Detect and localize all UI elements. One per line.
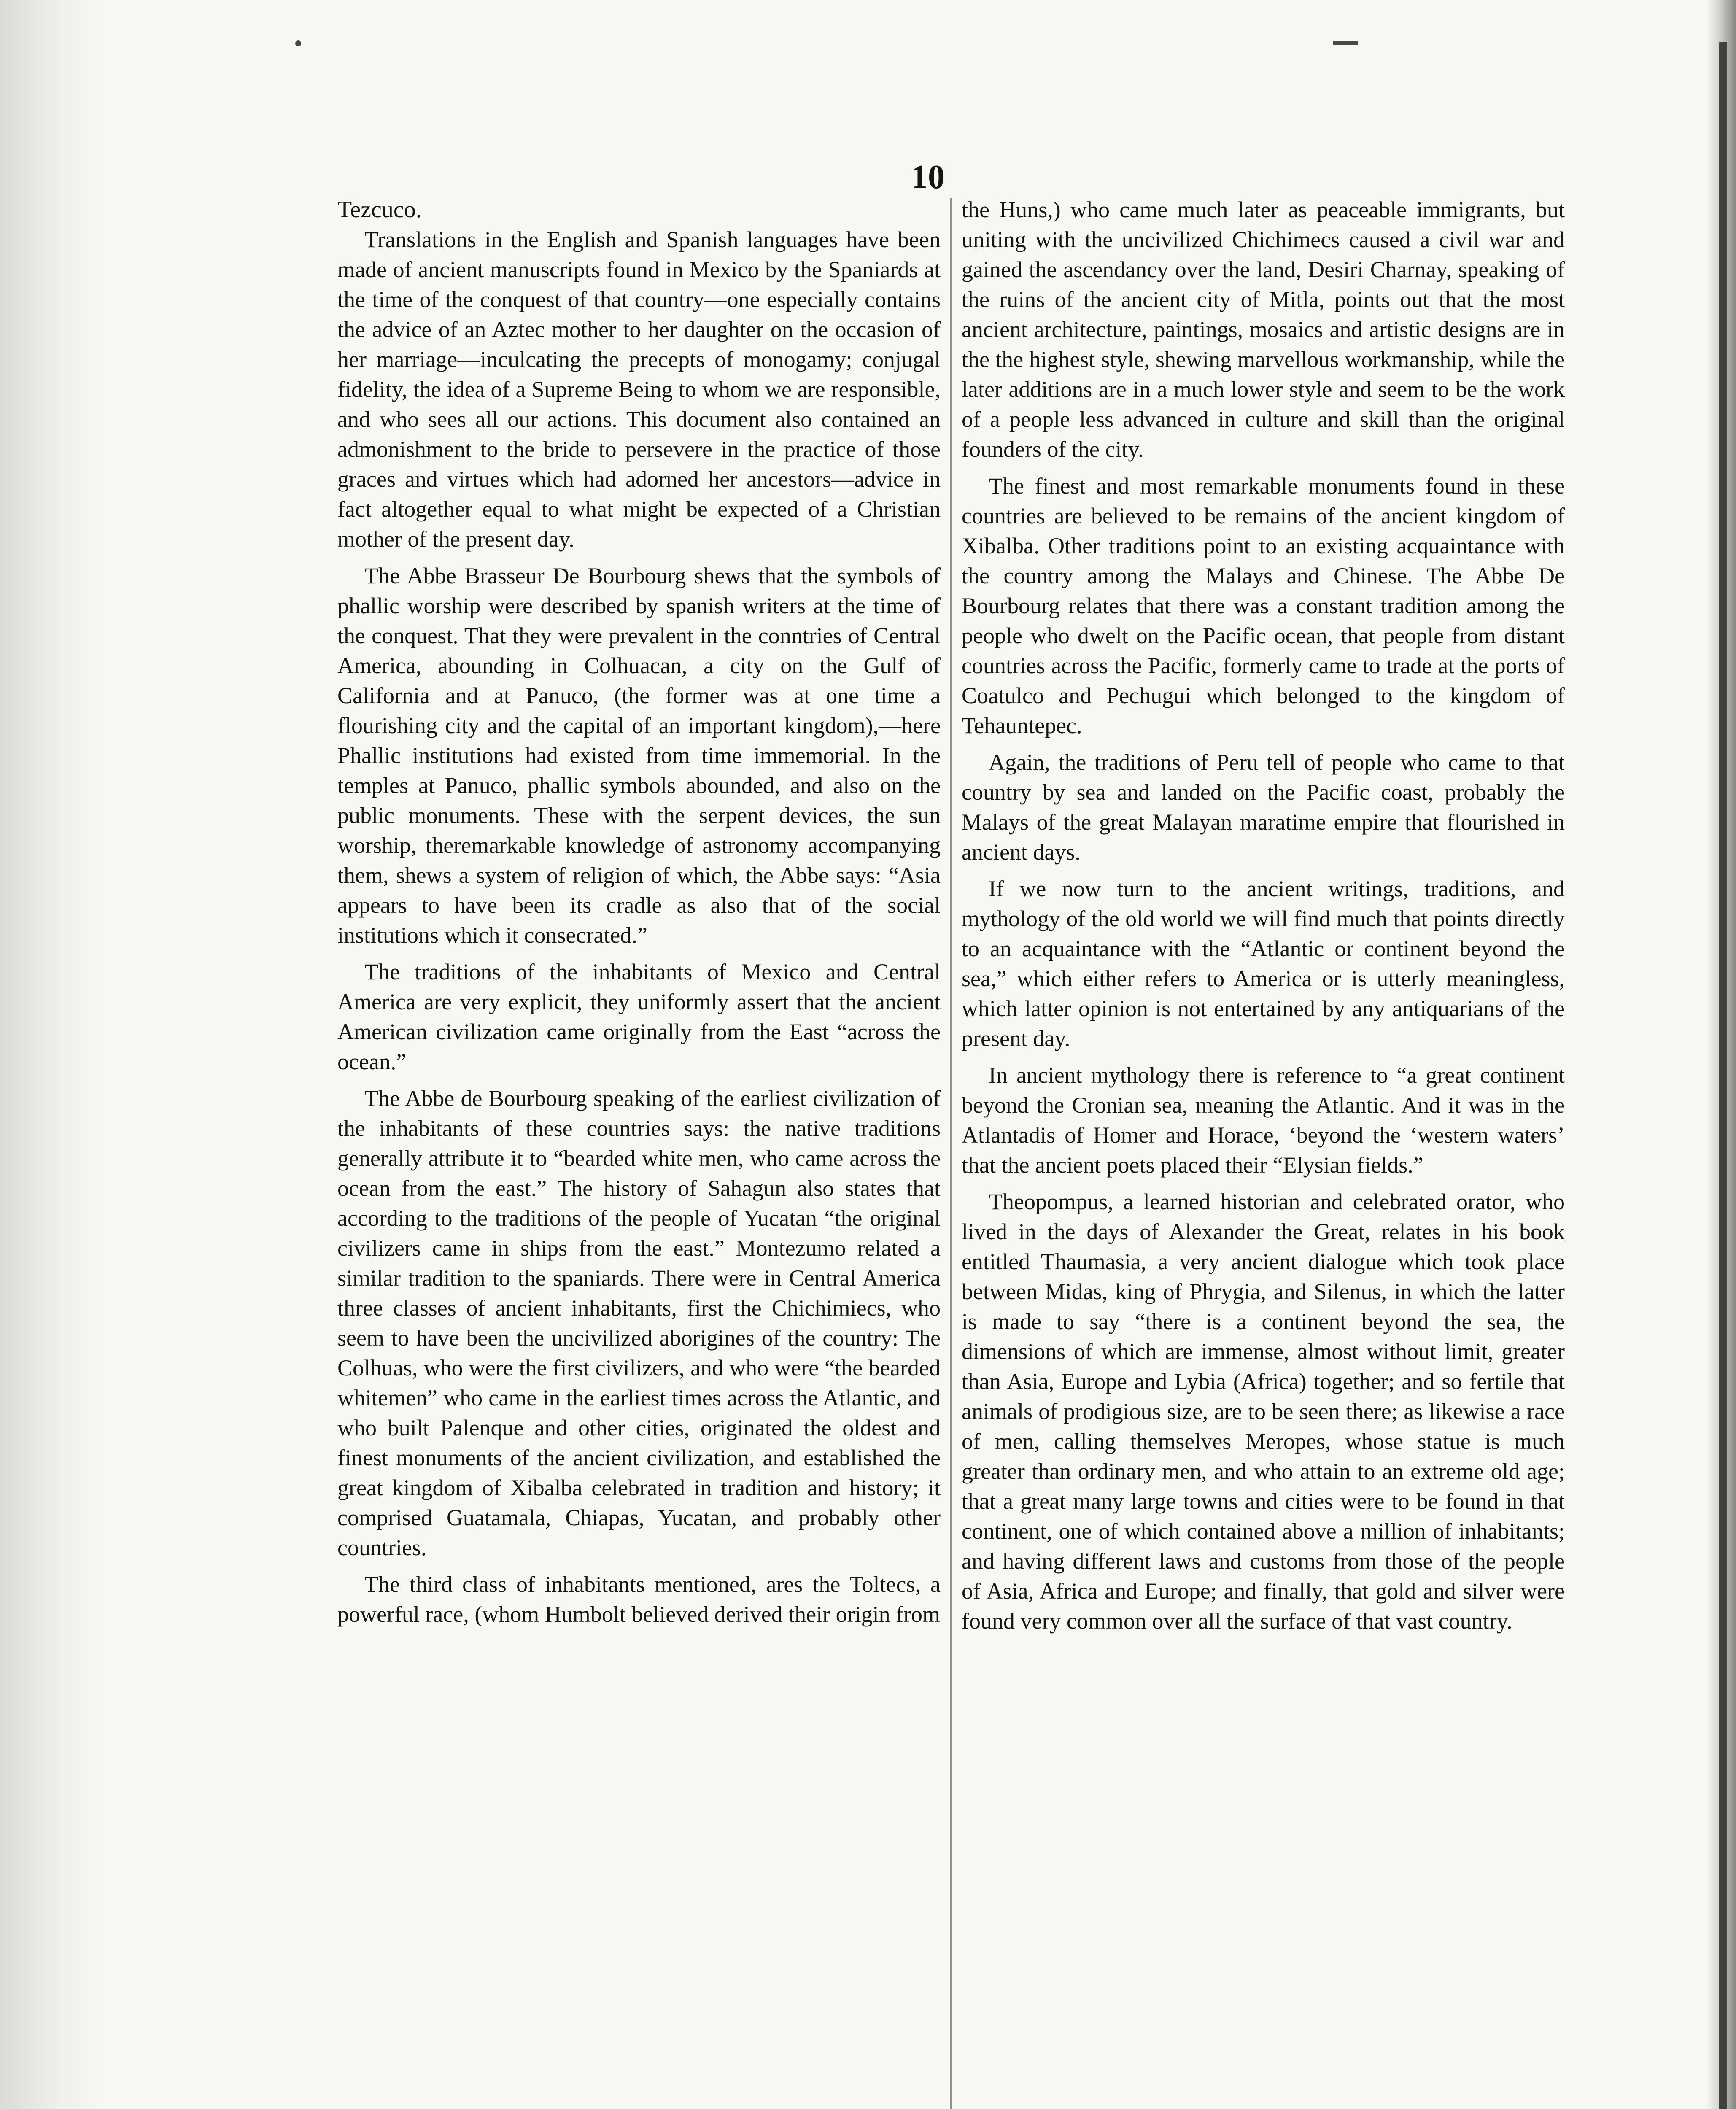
column-divider <box>950 198 952 2109</box>
scan-mark <box>1333 41 1358 45</box>
paragraph: Translations in the English and Spanish languages have been made of ancient manuscripts found in Mexico by the Spaniards at the time of the conquest of that country—one especially contains the advice of an Aztec mother to her daughter on the occasion of her marriage—inculcating the precepts of monogamy; conjugal fidelity, the idea of a Supreme Being to whom we are responsible, and who sees all our actions. This document also contained an admonishment to the bride to persevere in the practice of those graces and virtues which had adorned her ancestors—advice in fact altogether equal to what might be expected of a Christian mother of the present day. <box>337 227 941 552</box>
column-heading: Tezcuco. <box>337 197 422 223</box>
paragraph: Theopompus, a learned historian and celebrated orator, who lived in the days of Alexander the Great, relates in his book entitled Thaumasia, a very ancient dialogue which took place between Midas, king of Phrygia, and Silenus, in which the latter is made to say “there is a continent beyond the sea, the dimensions of which are immense, almost without limit, greater than Asia, Europe and Lybia (Africa) together; and so fertile that animals of prodigious size, are to be seen there; as likewise a race of men, calling themselves Meropes, whose statue is much greater than ordinary men, and who attain to an extreme old age; that a great many large towns and cities were to be found in that continent, one of which contained above a million of inhabitants; and having different laws and customs from those of the people of Asia, Africa and Europe; and finally, that gold and silver were found very common over all the surface of that vast country. <box>962 1189 1565 1634</box>
right-column <box>962 195 1565 1636</box>
left-column <box>337 195 941 1629</box>
binding-shadow <box>1719 42 1727 2109</box>
paragraph: In ancient mythology there is reference to “a great continent beyond the Cronian sea, meaning the Atlantic. And it was in the Atlantadis of Homer and Horace, ‘beyond the ‘western waters’ that the ancient poets placed their “Elysian fields.” <box>962 1063 1565 1178</box>
paragraph: The third class of inhabitants mentioned, ares the Toltecs, a powerful race, (whom Humbolt believed derived their origin from <box>337 1572 941 1627</box>
page-number: 10 <box>911 159 945 196</box>
paragraph: the Huns,) who came much later as peaceable immigrants, but uniting with the uncivilized Chichimecs caused a civil war and gained the ascendancy over the land, Desiri Charnay, speaking of the ruins of the ancient city of Mitla, points out that the most ancient architecture, paintings, mosaics and artistic designs are in the the highest style, shewing marvellous workmanship, while the later additions are in a much lower style and seem to be the work of a people less advanced in culture and skill than the original founders of the city. <box>962 197 1565 462</box>
scan-edge-left <box>0 0 101 2109</box>
scan-speck <box>295 40 301 46</box>
paragraph: Again, the traditions of Peru tell of people who came to that country by sea and landed on the Pacific coast, probably the Malays of the great Malayan maratime empire that flourished in ancient days. <box>962 750 1565 865</box>
paragraph: The Abbe de Bourbourg speaking of the earliest civilization of the inhabitants of these countries says: the native traditions generally attribute it to “bearded white men, who came across the ocean from the east.” The history of Sahagun also states that according to the traditions of the people of Yucatan “the original civilizers came in ships from the east.” Montezumo related a similar tradition to the spaniards. There were in Central America three classes of ancient inhabitants, first the Chichimiecs, who seem to have been the uncivilized aborigines of the country: The Colhuas, who were the first civilizers, and who were “the bearded whitemen” who came in the earliest times across the Atlantic, and who built Palenque and other cities, originated the oldest and finest monuments of the ancient civilization, and established the great kingdom of Xibalba celebrated in tradition and history; it comprised Guatamala, Chiapas, Yucatan, and probably other countries. <box>337 1086 941 1560</box>
paragraph: The traditions of the inhabitants of Mexico and Central America are very explicit, they uniformly assert that the ancient American civilization came originally from the East “across the ocean.” <box>337 959 941 1074</box>
paragraph: If we now turn to the ancient writings, traditions, and mythology of the old world we will find much that points directly to an acquaintance with the “Atlantic or continent beyond the sea,” which either refers to America or is utterly meaningless, which latter opinion is not entertained by any antiquarians of the present day. <box>962 876 1565 1051</box>
paragraph: The finest and most remarkable monuments found in these countries are believed to be remains of the ancient kingdom of Xibalba. Other traditions point to an existing acquaintance with the country among the Malays and Chinese. The Abbe De Bourbourg relates that there was a constant tradition among the people who dwelt on the Pacific ocean, that people from distant countries across the Pacific, formerly came to trade at the ports of Coatulco and Pechugui which belonged to the kingdom of Tehauntepec. <box>962 473 1565 738</box>
paragraph: The Abbe Brasseur De Bourbourg shews that the symbols of phallic worship were described by spanish writers at the time of the conquest. That they were prevalent in the conntries of Central America, abounding in Colhuacan, a city on the Gulf of California and at Panuco, (the former was at one time a flourishing city and the capital of an important kingdom),—here Phallic institutions had existed from time immemorial. In the temples at Panuco, phallic symbols abounded, and also on the public monuments. These with the serpent devices, the sun worship, theremarkable knowledge of astronomy accompanying them, shews a system of religion of which, the Abbe says: “Asia appears to have been its cradle as also that of the social institutions which it consecrated.” <box>337 563 941 948</box>
